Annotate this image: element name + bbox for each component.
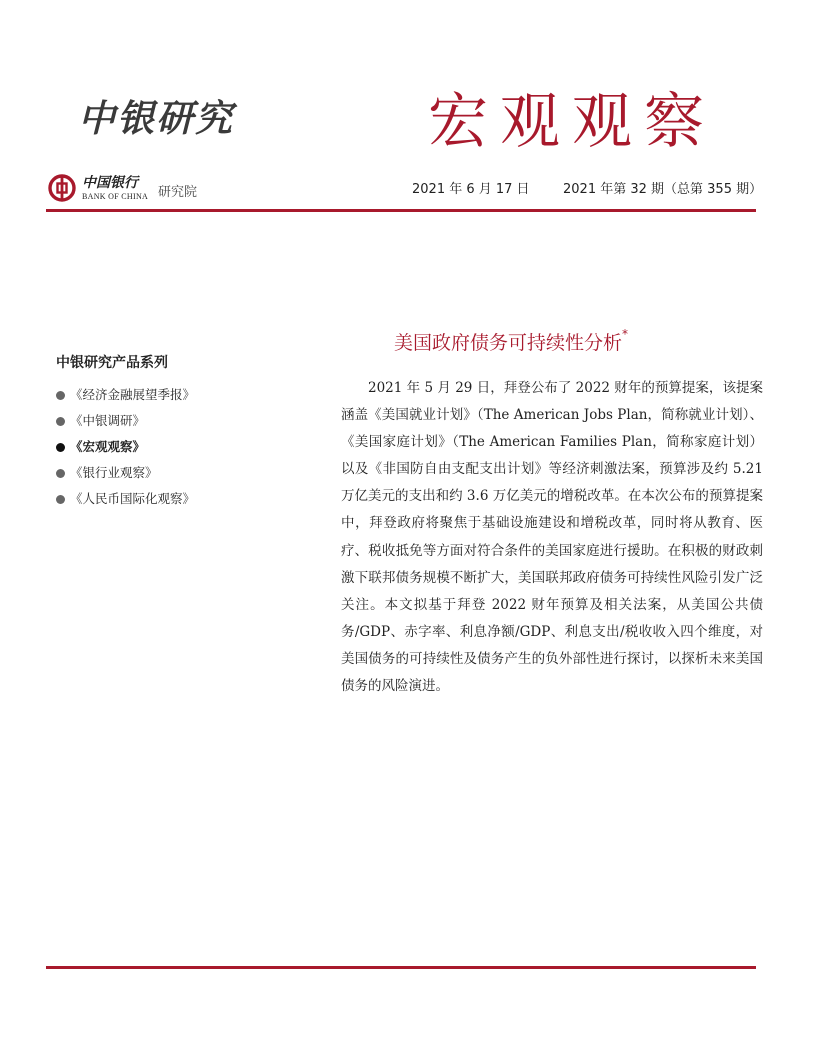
article-title — [394, 328, 628, 355]
product-series-sidebar — [56, 352, 316, 512]
bank-name-cn: 中国银行 — [82, 175, 138, 191]
bullet-icon — [56, 443, 65, 452]
sidebar-title: 中银研究产品系列 — [56, 355, 168, 371]
sidebar-item-quarterly-outlook[interactable] — [56, 382, 316, 408]
sidebar-item-boc-research[interactable] — [56, 408, 316, 434]
header-bar — [46, 170, 763, 210]
sidebar-item-label: 《经济金融展望季报》 — [70, 387, 196, 402]
brand-logo: 中银研究 — [78, 96, 234, 140]
sidebar-item-label: 《中银调研》 — [70, 413, 146, 428]
bullet-icon — [56, 469, 65, 478]
bullet-icon — [56, 495, 65, 504]
footer-divider — [46, 966, 756, 969]
footnote-mark: * — [622, 326, 629, 341]
bank-of-china-emblem-icon — [48, 174, 76, 202]
sidebar-item-label: 《人民币国际化观察》 — [70, 491, 196, 506]
sidebar-item-label: 《宏观观察》 — [70, 439, 146, 454]
issue-number: 2021 年第 32 期（总第 355 期） — [563, 182, 763, 197]
institute-label: 研究院 — [158, 185, 198, 200]
header-divider — [46, 209, 756, 212]
series-title: 宏观观察 — [428, 87, 716, 157]
sidebar-item-banking-observation[interactable] — [56, 460, 316, 486]
sidebar-item-macro-observation[interactable] — [56, 434, 316, 460]
sidebar-list — [56, 382, 316, 512]
sidebar-item-rmb-internationalization[interactable] — [56, 486, 316, 512]
issue-date: 2021 年 6 月 17 日 — [412, 182, 530, 197]
bank-name-en: BANK OF CHINA — [82, 192, 149, 201]
article-title-text: 美国政府债务可持续性分析 — [394, 332, 623, 354]
article-paragraph: 2021 年 5 月 29 日，拜登公布了 2022 财年的预算提案，该提案涵盖《美国就业计划》（The American Jobs Plan，简称就业计划）、《美国家庭计划》（The American Families Plan，简称家庭计划）以及《非国防自由支配支出计划》等经济刺激法案，预算涉及约 5.21 万亿美元的支出和约 3.6 万亿美元的增税改革。在本次公布的预算提案中，拜登政府将聚焦于基础设施建设和增税改革，同时将从教育、医疗、税收抵免等方面对符合条件的美国家庭进行援助。在积极的财政刺激下联邦债务规模不断扩大，美国联邦政府债务可持续性风险引发广泛关注。本文拟基于拜登 2022 财年预算及相关法案，从美国公共债务/GDP、赤字率、利息净额/GDP、利息支出/税收收入四个维度，对美国债务的可持续性及债务产生的负外部性进行探讨，以探析未来美国债务的风险演进。 — [341, 380, 763, 695]
sidebar-item-label: 《银行业观察》 — [70, 465, 158, 480]
bullet-icon — [56, 417, 65, 426]
bullet-icon — [56, 391, 65, 400]
article-body — [341, 375, 763, 700]
